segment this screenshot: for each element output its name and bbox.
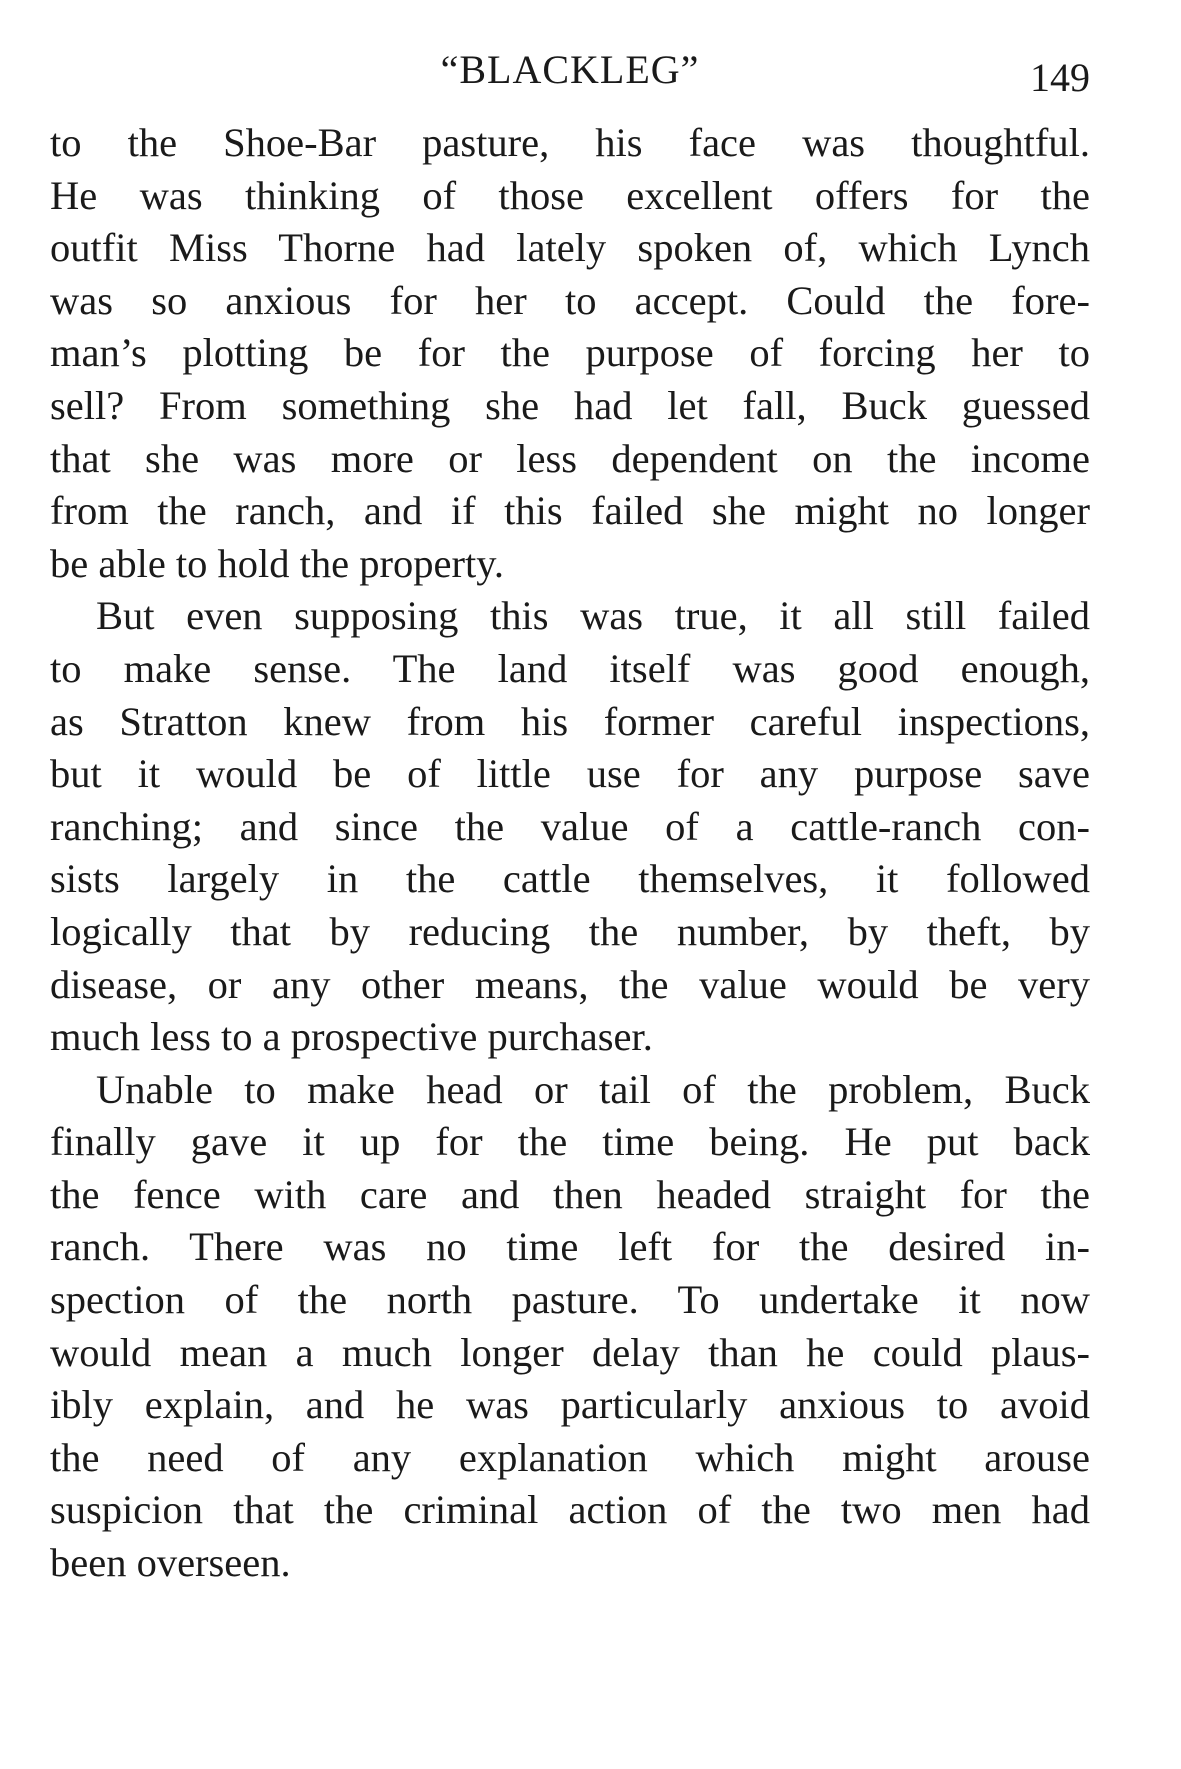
text-line: He was thinking of those excellent offers for the [50, 172, 1090, 218]
running-head [50, 40, 1090, 110]
text-line: spection of the north pasture. To undertake it now [50, 1277, 1090, 1323]
text-line: sists largely in the cattle themselves, it followed [50, 856, 1090, 902]
text-line: disease, or any other means, the value would be very [50, 961, 1090, 1007]
text-line: ranching; and since the value of a cattle-ranch con- [50, 803, 1090, 849]
text-line: ibly explain, and he was particularly anxious to avoid [50, 1382, 1090, 1428]
text-line: much less to a prospective purchaser. [50, 1014, 653, 1060]
paragraph [50, 117, 1090, 590]
text-line: but it would be of little use for any purpose save [50, 751, 1090, 797]
text-line: Unable to make head or tail of the problem, Buck [96, 1066, 1090, 1112]
paragraph [50, 590, 1090, 1063]
text-line: man’s plotting be for the purpose of forcing her to [50, 330, 1090, 376]
text-line: ranch. There was no time left for the desired in- [50, 1224, 1090, 1270]
page-number: 149 [1030, 55, 1090, 100]
text-line: sell? From something she had let fall, Buck guessed [50, 382, 1090, 428]
text-line: logically that by reducing the number, by theft, by [50, 908, 1090, 954]
text-line: would mean a much longer delay than he could plaus- [50, 1329, 1090, 1375]
text-line: from the ranch, and if this failed she might no longer [50, 488, 1090, 534]
text-line: the need of any explanation which might arouse [50, 1434, 1090, 1480]
text-line: finally gave it up for the time being. He put back [50, 1119, 1090, 1165]
text-line: that she was more or less dependent on the income [50, 435, 1090, 481]
text-line: be able to hold the property. [50, 540, 504, 586]
paragraph [50, 1064, 1090, 1590]
text-line: was so anxious for her to accept. Could the fore- [50, 277, 1090, 323]
text-line: to the Shoe-Bar pasture, his face was thoughtful. [50, 120, 1090, 165]
text-line: as Stratton knew from his former careful inspections, [50, 698, 1090, 744]
text-line: to make sense. The land itself was good enough, [50, 645, 1090, 691]
text-line: the fence with care and then headed straight for the [50, 1171, 1090, 1217]
text-line: been overseen. [50, 1540, 291, 1586]
text-line: suspicion that the criminal action of the two men had [50, 1487, 1090, 1533]
body-text [50, 117, 1090, 1590]
text-line: But even supposing this was true, it all still failed [96, 593, 1090, 639]
running-title: “BLACKLEG” [440, 47, 700, 92]
text-line: outfit Miss Thorne had lately spoken of, which Lynch [50, 225, 1090, 271]
